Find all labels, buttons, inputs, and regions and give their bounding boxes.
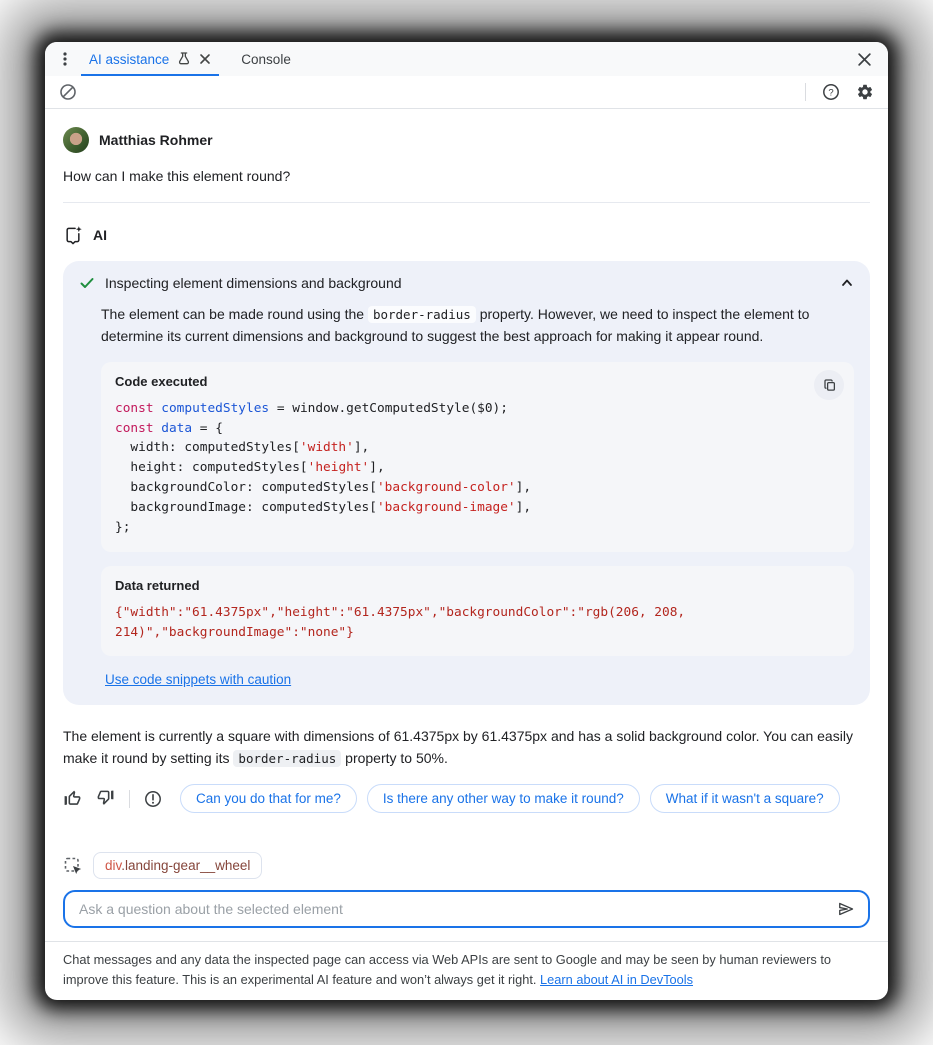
step-header[interactable] (79, 275, 854, 291)
report-issue-icon[interactable] (144, 790, 162, 808)
data-returned-card (101, 566, 854, 656)
suggestion-chip-2[interactable]: Is there any other way to make it round? (367, 784, 640, 813)
user-avatar (63, 127, 89, 153)
close-panel-icon[interactable] (853, 42, 876, 76)
toolbar-divider (805, 83, 806, 101)
user-name: Matthias Rohmer (99, 132, 213, 148)
inline-code-border-radius-2: border-radius (233, 750, 341, 767)
help-icon[interactable] (822, 83, 840, 101)
executed-code: const computedStyles = window.getComputedStyle($0); const data = { width: computedStyles['width'], height: computedStyles['height'], backgroundColor: computedStyles['background-color'], backgroundImage: computedStyles['background-image'], }; (115, 400, 532, 535)
composer (45, 846, 888, 928)
learn-about-ai-link[interactable]: Learn about AI in DevTools (540, 972, 693, 988)
tab-ai-assistance[interactable] (79, 42, 221, 76)
ai-step-panel (63, 261, 870, 705)
step-paragraph-after: property. However, we need to inspect the element to determine its current dimensions and background to suggest the best approach for making it appear round. (101, 306, 810, 345)
data-returned-json: {"width":"61.4375px","height":"61.4375px","backgroundColor":"rgb(206, 208, 214)","backgroundImage":"none"} (115, 604, 693, 641)
thumbs-down-icon[interactable] (96, 789, 115, 808)
copy-code-icon[interactable] (814, 370, 844, 400)
tab-close-icon[interactable] (199, 53, 211, 65)
send-icon[interactable] (836, 899, 856, 919)
inspect-element-icon[interactable] (63, 856, 83, 876)
message-divider (63, 202, 870, 203)
prompt-input-box (63, 890, 870, 928)
user-message-header (63, 127, 870, 153)
user-question-text: How can I make this element round? (63, 168, 291, 184)
clear-chat-icon[interactable] (59, 83, 77, 101)
code-executed-card (101, 362, 854, 552)
settings-gear-icon[interactable] (856, 83, 874, 101)
selected-element-class: .landing-gear__wheel (121, 858, 251, 874)
tab-bar (45, 42, 888, 76)
ai-answer-text (63, 725, 870, 770)
feedback-row (63, 784, 870, 813)
step-success-check-icon (79, 275, 95, 291)
code-executed-title: Code executed (115, 373, 208, 389)
step-title: Inspecting element dimensions and background (105, 275, 402, 291)
data-returned-title: Data returned (115, 577, 200, 593)
prompt-input[interactable] (77, 900, 836, 918)
ai-answer-before: The element is currently a square with dimensions of 61.4375px by 61.4375px and has a solid background color. You can easily make it round by setting its (63, 727, 853, 766)
tab-console[interactable] (231, 42, 301, 76)
step-paragraph (101, 303, 854, 348)
inline-code-border-radius: border-radius (368, 306, 476, 323)
tab-console-label: Console (241, 51, 291, 67)
ai-label: AI (93, 227, 107, 243)
devtools-window (45, 42, 888, 1000)
chevron-up-icon[interactable] (840, 276, 854, 290)
step-body (101, 303, 854, 687)
suggestion-chip-3[interactable]: What if it wasn't a square? (650, 784, 840, 813)
code-caution-link[interactable]: Use code snippets with caution (105, 671, 292, 687)
ai-answer-after: property to 50%. (345, 749, 448, 766)
thumbs-up-icon[interactable] (63, 789, 82, 808)
ai-message-header (63, 225, 870, 245)
svg-text:?: ? (828, 87, 834, 99)
suggestion-chip-1[interactable]: Can you do that for me? (180, 784, 357, 813)
ai-spark-icon (63, 225, 83, 245)
more-tabs-menu-icon[interactable] (51, 42, 79, 76)
toolbar (45, 76, 888, 109)
selected-element-chip[interactable] (93, 852, 262, 879)
feedback-divider (129, 790, 130, 808)
chat-area (45, 109, 888, 846)
selected-element-row (63, 852, 870, 879)
selected-element-tag: div (105, 858, 122, 874)
disclaimer-text: Chat messages and any data the inspected page can access via Web APIs are sent to Google and may be seen by human reviewers to improve this feature. This is an experimental AI feature and won’t always get it right. (63, 952, 832, 988)
tab-ai-assistance-label: AI assistance (89, 51, 170, 67)
experiment-flask-icon (176, 51, 192, 67)
footer-disclaimer (45, 941, 888, 1000)
suggestion-chips (180, 784, 840, 813)
step-paragraph-before: The element can be made round using the (101, 306, 365, 322)
